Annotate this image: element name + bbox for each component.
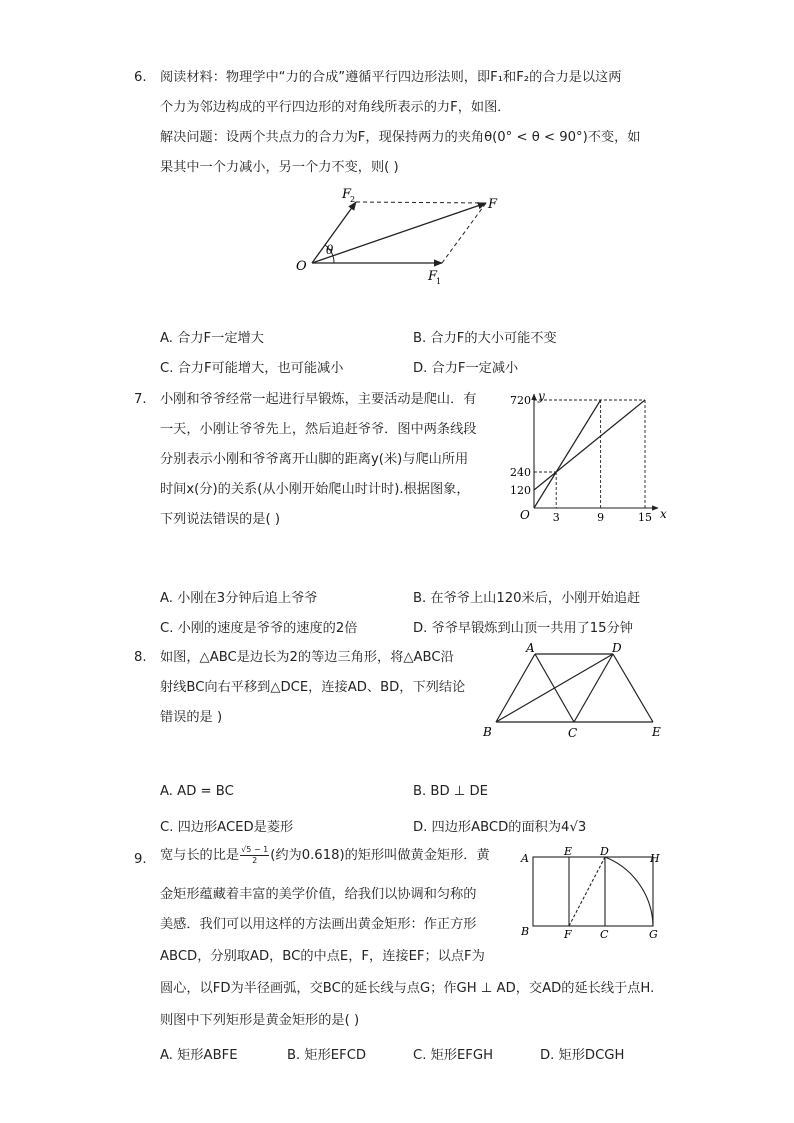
option-b[interactable]: B. 在爷爷上山120米后，小刚开始追赶 xyxy=(413,591,641,606)
option-a[interactable]: A. 矩形ABFE xyxy=(160,1048,238,1063)
question-text-line: 下列说法错误的是( ) xyxy=(160,512,280,527)
y-tick-label: 240 xyxy=(510,466,531,479)
segment-ab xyxy=(496,654,535,722)
option-c[interactable]: C. 合力F可能增大，也可能减小 xyxy=(160,361,344,376)
option-c[interactable]: C. 四边形ACED是菱形 xyxy=(160,820,294,835)
segment-fd xyxy=(569,857,605,926)
segment-dc xyxy=(574,654,613,722)
question-text-line: 小刚和爷爷经常一起进行早锻炼，主要活动是爬山．有 xyxy=(160,392,477,407)
question-text-line: 阅读材料：物理学中“力的合成”遵循平行四边形法则，即F₁和F₂的合力是以这两 xyxy=(160,70,622,85)
question-text-line: 圆心，以FD为半径画弧，交BC的延长线与点G；作GH ⊥ AD，交AD的延长线于点H. xyxy=(160,981,655,996)
label-b: B xyxy=(483,725,492,739)
axis-label-x: x xyxy=(660,507,667,521)
option-c[interactable]: C. 矩形EFGH xyxy=(413,1048,494,1063)
text-segment: 宽与长的比是 xyxy=(160,847,240,863)
label-f1: F xyxy=(428,269,438,284)
question-text-line: 则图中下列矩形是黄金矩形的是( ) xyxy=(160,1013,360,1028)
golden-rectangle-figure xyxy=(516,846,668,938)
axis-label-y: y xyxy=(538,389,545,403)
label-a: A xyxy=(526,642,535,655)
option-b[interactable]: B. 矩形EFCD xyxy=(287,1048,367,1063)
fraction-denominator: 2 xyxy=(252,856,258,865)
option-b[interactable]: B. BD ⊥ DE xyxy=(413,784,488,799)
fraction xyxy=(240,846,269,865)
x-tick-label: 15 xyxy=(638,511,652,524)
question-text-line: 果其中一个力减小，另一个力不变，则( ) xyxy=(160,160,399,175)
label-e: E xyxy=(564,846,573,858)
triangle-translation-figure xyxy=(478,642,668,742)
question-text-line: 美感．我们可以用这样的方法画出黄金矩形：作正方形 xyxy=(160,917,477,932)
label-f: F xyxy=(488,197,498,212)
label-b: B xyxy=(521,925,530,938)
option-a[interactable]: A. 小刚在3分钟后追上爷爷 xyxy=(160,591,318,606)
question-number: 8. xyxy=(134,650,147,665)
option-b[interactable]: B. 合力F的大小可能不变 xyxy=(413,331,557,346)
rectangle-abgh xyxy=(533,857,653,926)
option-d[interactable]: D. 矩形DCGH xyxy=(540,1048,625,1063)
label-c: C xyxy=(568,726,578,740)
question-number: 7. xyxy=(134,392,147,407)
question-text-line: 金矩形蕴藏着丰富的美学价值，给我们以协调和匀称的 xyxy=(160,887,477,902)
segment-de xyxy=(613,654,653,722)
question-text-line: 个力为邻边构成的平行四边形的对角线所表示的力F，如图． xyxy=(160,100,511,115)
label-f1-sub: 1 xyxy=(436,277,442,286)
option-d[interactable]: D. 合力F一定减小 xyxy=(413,361,519,376)
option-d[interactable]: D. 爷爷早锻炼到山顶一共用了15分钟 xyxy=(413,621,633,636)
question-text-line: 时间x(分)的关系(从小刚开始爬山时计时).根据图象， xyxy=(160,482,470,497)
label-d: D xyxy=(612,642,622,655)
label-d: D xyxy=(600,846,609,858)
option-d[interactable]: D. 四边形ABCD的面积为4√3 xyxy=(413,820,587,835)
label-a: A xyxy=(521,852,529,865)
x-tick-label: 9 xyxy=(597,511,605,524)
label-f2: F xyxy=(342,187,352,202)
force-parallelogram-figure xyxy=(290,184,510,288)
question-text-line xyxy=(160,846,490,865)
option-a[interactable]: A. AD = BC xyxy=(160,784,234,799)
dashed-edge-top xyxy=(356,202,486,203)
distance-time-chart xyxy=(500,388,672,528)
label-f: F xyxy=(564,928,572,938)
series-line-1 xyxy=(534,400,601,508)
fraction-numerator: √5 − 1 xyxy=(241,845,269,854)
question-text-line: 解决问题：设两个共点力的合力为F，现保持两力的夹角θ(0° < θ < 90°)不变，如 xyxy=(160,130,641,145)
label-g: G xyxy=(649,928,658,938)
label-e: E xyxy=(652,725,661,739)
option-a[interactable]: A. 合力F一定增大 xyxy=(160,331,264,346)
label-f2-sub: 2 xyxy=(350,195,356,204)
origin-label: O xyxy=(520,508,530,522)
question-text-line: 射线BC向右平移到△DCE，连接AD、BD，下列结论 xyxy=(160,680,466,695)
question-text-line: ABCD，分别取AD，BC的中点E，F，连接EF；以点F为 xyxy=(160,949,485,964)
question-text-line: 一天，小刚让爷爷先上，然后追赶爷爷．图中两条线段 xyxy=(160,422,477,437)
segment-bd xyxy=(496,654,613,722)
y-tick-label: 120 xyxy=(510,484,531,497)
label-theta: θ xyxy=(326,243,334,257)
text-segment: (约为0.618)的矩形叫做黄金矩形．黄 xyxy=(270,847,490,863)
question-number: 9. xyxy=(134,852,147,867)
x-tick-label: 3 xyxy=(552,511,560,524)
vector-f xyxy=(312,203,486,263)
dashed-edge-right xyxy=(442,203,486,263)
question-text-line: 错误的是 ) xyxy=(160,710,223,725)
label-c: C xyxy=(600,928,609,938)
arc-dg xyxy=(605,857,653,926)
label-o: O xyxy=(296,259,307,274)
question-text-line: 分别表示小刚和爷爷离开山脚的距离y(米)与爬山所用 xyxy=(160,452,469,467)
series-line-2 xyxy=(534,400,645,490)
question-text-line: 如图，△ABC是边长为2的等边三角形，将△ABC沿 xyxy=(160,650,454,665)
vector-f2 xyxy=(312,202,356,263)
question-number: 6. xyxy=(134,70,147,85)
option-c[interactable]: C. 小刚的速度是爷爷的速度的2倍 xyxy=(160,621,358,636)
label-h: H xyxy=(650,852,660,865)
y-tick-label: 720 xyxy=(510,394,531,407)
